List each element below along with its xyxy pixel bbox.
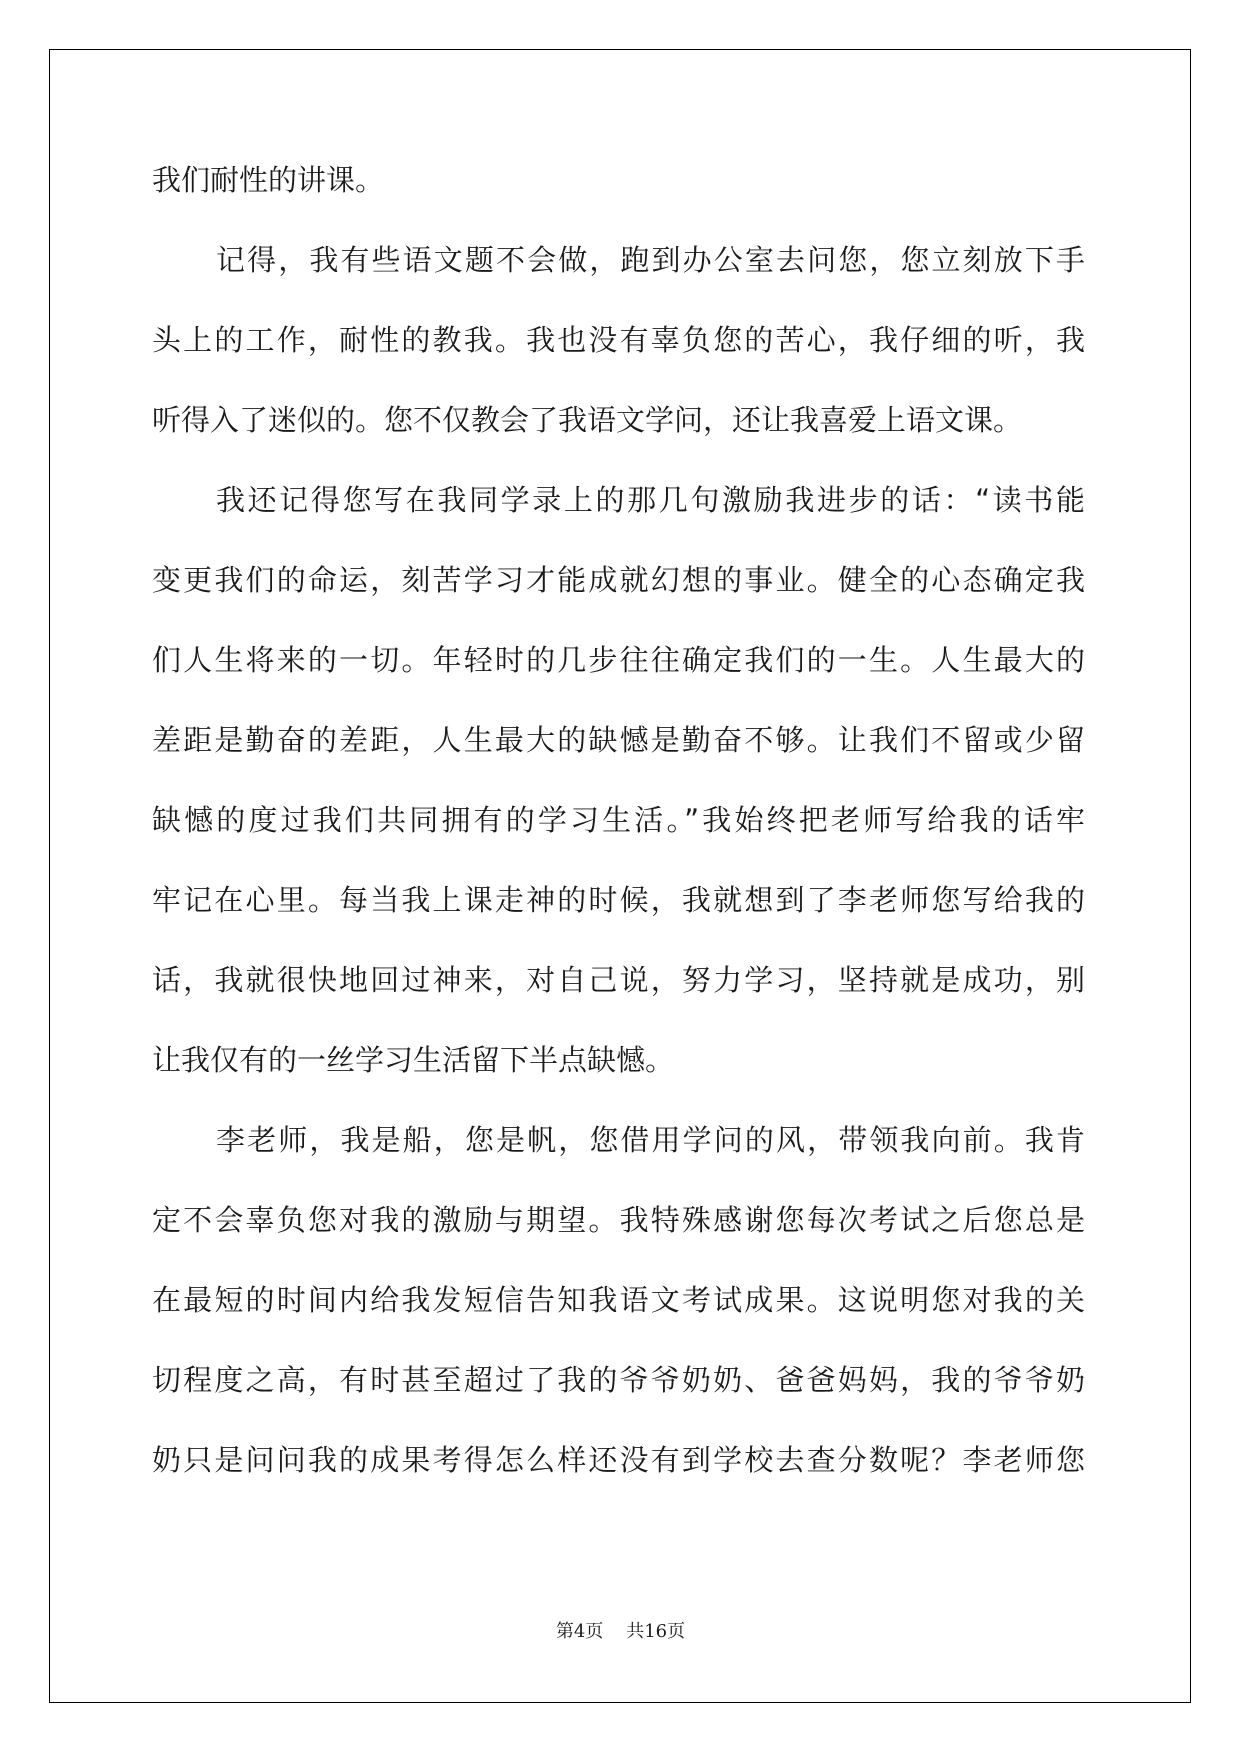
body-text-line: 在最短的时间内给我发短信告知我语文考试成果。这说明您对我的关 bbox=[152, 1283, 1085, 1317]
body-text-line: 奶只是问问我的成果考得怎么样还没有到学校去查分数呢？李老师您 bbox=[152, 1443, 1085, 1477]
body-text-line: 变更我们的命运，刻苦学习才能成就幻想的事业。健全的心态确定我 bbox=[152, 563, 1085, 597]
body-text-line: 头上的工作，耐性的教我。我也没有辜负您的苦心，我仔细的听，我 bbox=[152, 323, 1085, 357]
paragraph-first-line: 我还记得您写在我同学录上的那几句激励我进步的话：“读书能 bbox=[216, 483, 1085, 517]
body-text-line: 定不会辜负您对我的激励与期望。我特殊感谢您每次考试之后您总是 bbox=[152, 1203, 1085, 1237]
body-text-line: 切程度之高，有时甚至超过了我的爷爷奶奶、爸爸妈妈，我的爷爷奶 bbox=[152, 1363, 1085, 1397]
paragraph-first-line: 记得，我有些语文题不会做，跑到办公室去问您，您立刻放下手 bbox=[216, 243, 1085, 277]
body-text-line: 话，我就很快地回过神来，对自己说，努力学习，坚持就是成功，别 bbox=[152, 963, 1085, 997]
body-text-line: 缺憾的度过我们共同拥有的学习生活。”我始终把老师写给我的话牢 bbox=[152, 803, 1085, 837]
body-text-line: 我们耐性的讲课。 bbox=[152, 163, 385, 197]
page-number-footer: 第4页 共16页 bbox=[555, 1621, 686, 1642]
body-text-line: 们人生将来的一切。年轻时的几步往往确定我们的一生。人生最大的 bbox=[152, 643, 1085, 677]
body-text-line: 让我仅有的一丝学习生活留下半点缺憾。 bbox=[152, 1043, 675, 1077]
body-text-line: 差距是勤奋的差距，人生最大的缺憾是勤奋不够。让我们不留或少留 bbox=[152, 723, 1085, 757]
paragraph-first-line: 李老师，我是船，您是帆，您借用学问的风，带领我向前。我肯 bbox=[216, 1123, 1085, 1157]
body-text-line: 牢记在心里。每当我上课走神的时候，我就想到了李老师您写给我的 bbox=[152, 883, 1085, 917]
body-text-line: 听得入了迷似的。您不仅教会了我语文学问，还让我喜爱上语文课。 bbox=[152, 403, 1023, 437]
